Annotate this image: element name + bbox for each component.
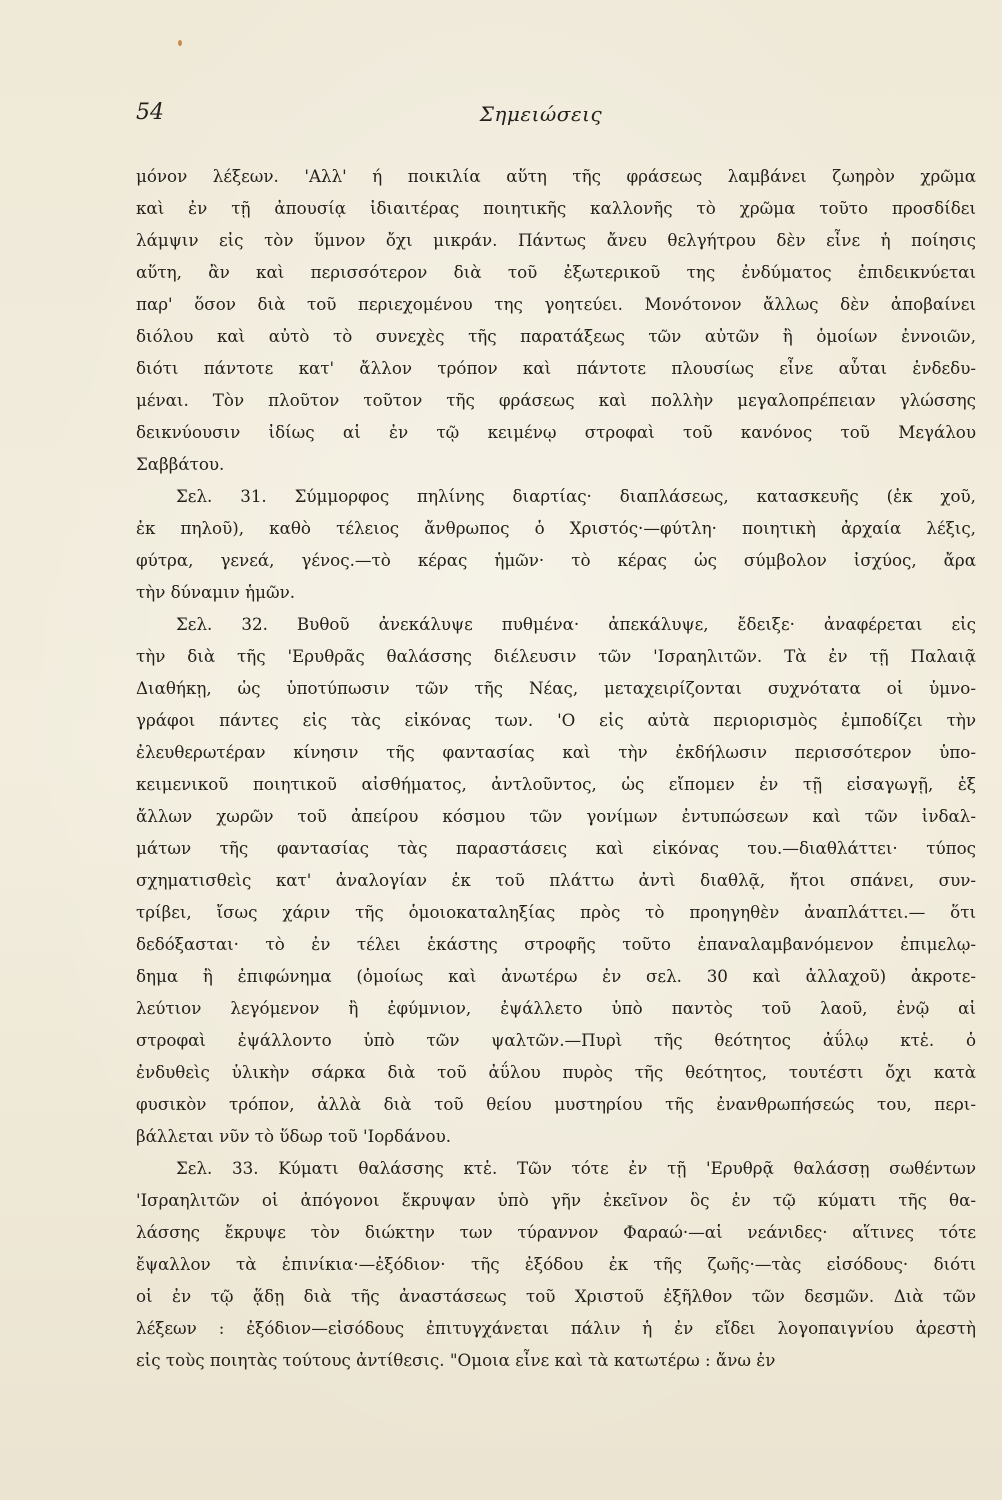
text-line: λάμψιν εἰς τὸν ὕμνον ὄχι μικράν. Πάντως ἄνευ θελγήτρου δὲν εἶνε ἡ ποίησις [136,230,976,250]
text-line: σχηματισθεὶς κατ' ἀναλογίαν ἐκ τοῦ πλάττω ἀντὶ διαθλᾷ, ἤτοι σπάνει, συν- [136,870,976,890]
text-line: τὴν διὰ τῆς 'Ερυθρᾶς θαλάσσης διέλευσιν τῶν 'Ισραηλιτῶν. Τὰ ἐν τῇ Παλαιᾷ [136,646,976,666]
text-line: μέναι. Τὸν πλοῦτον τοῦτον τῆς φράσεως καὶ πολλὴν μεγαλοπρέπειαν γλώσσης [136,390,976,410]
text-line: τρίβει, ἴσως χάριν τῆς ὁμοιοκαταληξίας πρὸς τὸ προηγηθὲν ἀναπλάττει.— ὅτι [136,902,976,922]
text-line: δεικνύουσιν ἰδίως αἱ ἐν τῷ κειμένῳ στροφαὶ τοῦ κανόνος τοῦ Μεγάλου [136,422,976,442]
text-line: ἐνδυθεὶς ὑλικὴν σάρκα διὰ τοῦ ἀΰλου πυρὸς τῆς θεότητος, τουτέστι ὄχι κατὰ [136,1062,976,1082]
text-line: Σαββάτου. [136,454,225,474]
text-line: Σελ. 32. Βυθοῦ ἀνεκάλυψε πυθμένα· ἀπεκάλυψε, ἔδειξε· ἀναφέρεται εἰς [176,614,976,634]
text-line: δεδόξασται· τὸ ἐν τέλει ἑκάστης στροφῆς τοῦτο ἐπαναλαμβανόμενον ἐπιμελῳ- [136,934,976,954]
text-line: διόλου καὶ αὐτὸ τὸ συνεχὲς τῆς παρατάξεως τῶν αὐτῶν ἢ ὁμοίων ἐννοιῶν, [136,326,976,346]
text-line: διότι πάντοτε κατ' ἄλλον τρόπον καὶ πάντοτε πλουσίως εἶνε αὗται ἐνδεδυ- [136,358,976,378]
text-line: λάσσης ἔκρυψε τὸν διώκτην των τύραννον Φαραώ·—αἱ νεάνιδες· αἵτινες τότε [136,1222,976,1242]
text-line: κειμενικοῦ ποιητικοῦ αἰσθήματος, ἀντλοῦντος, ὡς εἴπομεν ἐν τῇ εἰσαγωγῇ, ἐξ [136,774,976,794]
ink-speck [178,40,182,46]
text-line: λέξεων : ἐξόδιον—εἰσόδους ἐπιτυγχάνεται πάλιν ἡ ἐν εἴδει λογοπαιγνίου ἀρεστὴ [136,1318,976,1338]
text-line: αὕτη, ἂν καὶ περισσότερον διὰ τοῦ ἐξωτερικοῦ της ἐνδύματος ἐπιδεικνύεται [136,262,976,282]
page-number: 54 [136,100,164,125]
text-line: οἱ ἐν τῷ ᾅδῃ διὰ τῆς ἀναστάσεως τοῦ Χριστοῦ ἐξῆλθον τῶν δεσμῶν. Διὰ τῶν [136,1286,976,1306]
text-line: γράφοι πάντες εἰς τὰς εἰκόνας των. 'Ο εἰς αὐτὰ περιορισμὸς ἐμποδίζει τὴν [136,710,976,730]
text-line: Σελ. 31. Σύμμορφος πηλίνης διαρτίας· διαπλάσεως, κατασκευῆς (ἐκ χοῦ, [176,486,976,506]
text-line: ἐλευθερωτέραν κίνησιν τῆς φαντασίας καὶ τὴν ἐκδήλωσιν περισσότερον ὑπο- [136,742,976,762]
text-line: δημα ἢ ἐπιφώνημα (ὁμοίως καὶ ἀνωτέρω ἐν σελ. 30 καὶ ἀλλαχοῦ) ἀκροτε- [136,966,976,986]
text-line: εἰς τοὺς ποιητὰς τούτους ἀντίθεσις. "Ομοια εἶνε καὶ τὰ κατωτέρω : ἄνω ἐν [136,1350,776,1370]
text-line: βάλλεται νῦν τὸ ὕδωρ τοῦ 'Ιορδάνου. [136,1126,452,1146]
text-line: στροφαὶ ἐψάλλοντο ὑπὸ τῶν ψαλτῶν.—Πυρὶ τῆς θεότητος ἀΰλῳ κτἑ. ὁ [136,1030,976,1050]
text-line: Σελ. 33. Κύματι θαλάσσης κτἑ. Τῶν τότε ἐν τῇ 'Ερυθρᾷ θαλάσσῃ σωθέντων [176,1158,976,1178]
text-line: καὶ ἐν τῇ ἀπουσίᾳ ἰδιαιτέρας ποιητικῆς καλλονῆς τὸ χρῶμα τοῦτο προσδίδει [136,198,976,218]
text-line: Διαθήκῃ, ὡς ὑποτύπωσιν τῶν τῆς Νέας, μεταχειρίζονται συχνότατα οἱ ὑμνο- [136,678,976,698]
text-line: φύτρα, γενεά, γένος.—τὸ κέρας ἡμῶν· τὸ κέρας ὡς σύμβολον ἰσχύος, ἄρα [136,550,976,570]
body-text [136,160,976,1376]
text-line: ἔψαλλον τὰ ἐπινίκια·—ἐξόδιον· τῆς ἐξόδου ἐκ τῆς ζωῆς·—τὰς εἰσόδους· διότι [136,1254,976,1274]
text-line: φυσικὸν τρόπον, ἀλλὰ διὰ τοῦ θείου μυστηρίου τῆς ἐνανθρωπήσεώς του, περι- [136,1094,976,1114]
page-header [136,100,946,140]
text-line: τὴν δύναμιν ἡμῶν. [136,582,296,602]
text-line: λεύτιον λεγόμενον ἢ ἐφύμνιον, ἐψάλλετο ὑπὸ παντὸς τοῦ λαοῦ, ἐνῷ αἱ [136,998,976,1018]
text-line: 'Ισραηλιτῶν οἱ ἀπόγονοι ἔκρυψαν ὑπὸ γῆν ἐκεῖνον ὃς ἐν τῷ κύματι τῆς θα- [136,1190,976,1210]
text-line: παρ' ὅσον διὰ τοῦ περιεχομένου της γοητεύει. Μονότονον ἄλλως δὲν ἀποβαίνει [136,294,976,314]
text-line: μόνον λέξεων. 'Αλλ' ή ποικιλία αὕτη τῆς φράσεως λαμβάνει ζωηρὸν χρῶμα [136,166,976,186]
text-line: ἐκ πηλοῦ), καθὸ τέλειος ἄνθρωπος ὁ Χριστός·—φύτλη· ποιητικὴ ἀρχαία λέξις, [136,518,976,538]
running-title: Σημειώσεις [479,102,603,126]
text-line: μάτων τῆς φαντασίας τὰς παραστάσεις καὶ εἰκόνας του.—διαθλάττει· τύπος [136,838,976,858]
text-line: ἄλλων χωρῶν τοῦ ἀπείρου κόσμου τῶν γονίμων ἐντυπώσεων καὶ τῶν ἰνδαλ- [136,806,976,826]
